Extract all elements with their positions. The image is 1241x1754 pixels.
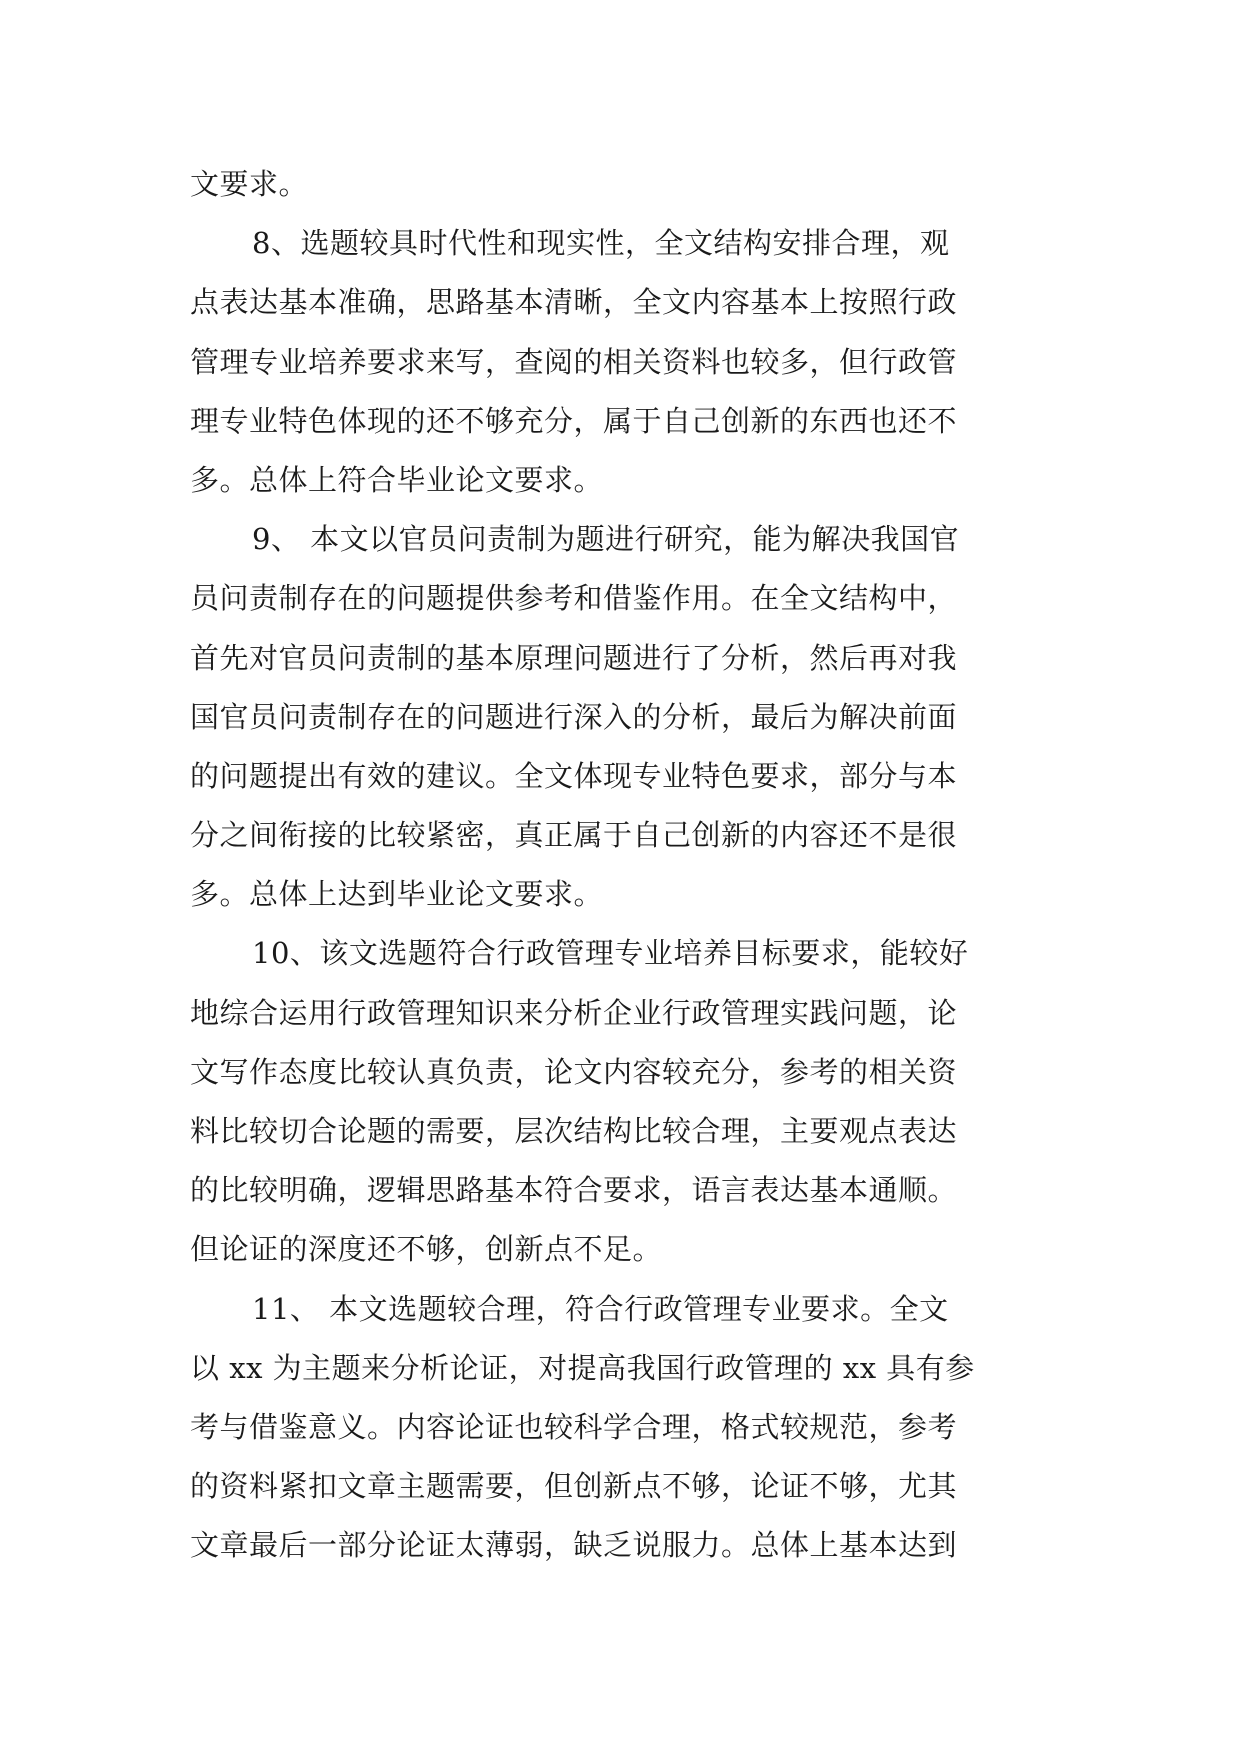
text-line: 多。总体上达到毕业论文要求。 xyxy=(190,877,604,912)
text-line: 文章最后一部分论证太薄弱，缺乏说服力。总体上基本达到 xyxy=(190,1528,958,1563)
text-line: 多。总体上符合毕业论文要求。 xyxy=(190,462,604,497)
text-line: 考与借鉴意义。内容论证也较科学合理，格式较规范，参考 xyxy=(190,1409,958,1444)
text-line: 文写作态度比较认真负责，论文内容较充分，参考的相关资 xyxy=(190,1054,958,1089)
text-line: 的问题提出有效的建议。全文体现专业特色要求，部分与本 xyxy=(190,758,958,793)
text-line: 管理专业培养要求来写，查阅的相关资料也较多，但行政管 xyxy=(190,344,958,379)
text-line: 的比较明确，逻辑思路基本符合要求，语言表达基本通顺。 xyxy=(190,1173,958,1208)
text-line: 国官员问责制存在的问题进行深入的分析，最后为解决前面 xyxy=(190,699,958,734)
document-body xyxy=(190,155,1070,1576)
text-line: 但论证的深度还不够，创新点不足。 xyxy=(190,1232,663,1267)
text-line: 理专业特色体现的还不够充分，属于自己创新的东西也还不 xyxy=(190,403,958,438)
text-line: 文要求。 xyxy=(190,167,309,201)
text-line: 地综合运用行政管理知识来分析企业行政管理实践问题，论 xyxy=(190,995,958,1030)
text-line: 点表达基本准确，思路基本清晰，全文内容基本上按照行政 xyxy=(190,285,958,320)
text-line: 员问责制存在的问题提供参考和借鉴作用。在全文结构中， xyxy=(190,581,958,616)
text-line: 以 xx 为主题来分析论证，对提高我国行政管理的 xx 具有参 xyxy=(190,1350,975,1385)
text-line: 料比较切合论题的需要，层次结构比较合理，主要观点表达 xyxy=(190,1114,958,1148)
text-line: 的资料紧扣文章主题需要，但创新点不够，论证不够，尤其 xyxy=(190,1469,958,1504)
paragraph-11-start: 11、 本文选题较合理，符合行政管理专业要求。全文 xyxy=(252,1291,949,1326)
text-line: 分之间衔接的比较紧密，真正属于自己创新的内容还不是很 xyxy=(190,818,958,853)
paragraph-9-start: 9、 本文以官员问责制为题进行研究，能为解决我国官 xyxy=(252,522,960,557)
text-line: 首先对官员问责制的基本原理问题进行了分析，然后再对我 xyxy=(190,640,958,675)
paragraph-10-start: 10、该文选题符合行政管理专业培养目标要求，能较好 xyxy=(252,936,969,971)
paragraph-8-start: 8、选题较具时代性和现实性，全文结构安排合理，观 xyxy=(252,226,950,261)
